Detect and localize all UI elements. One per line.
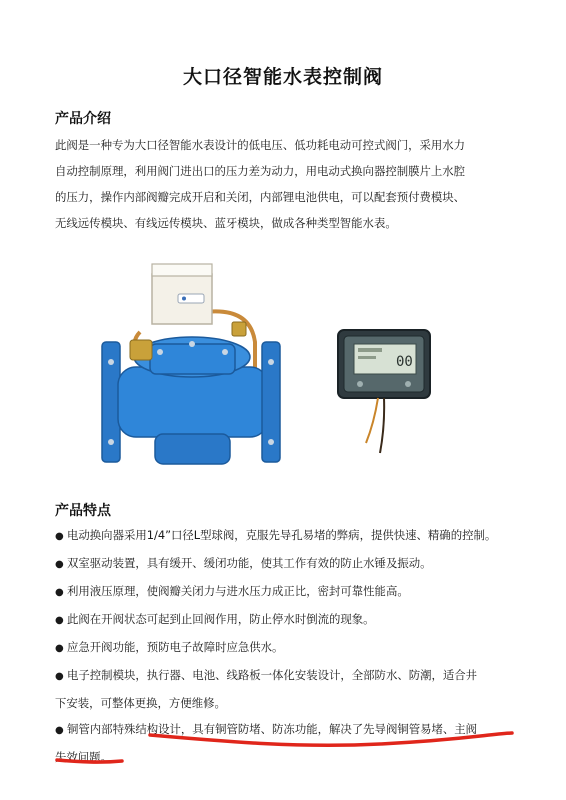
intro-heading: 产品介绍	[55, 111, 111, 127]
feature-item	[55, 606, 525, 634]
feature-text: 此阀在开阀状态可起到止回阀作用，防止停水时倒流的现象。	[67, 612, 375, 626]
feature-text-continued: 下安装，可整体更换，方便维修。	[55, 696, 226, 710]
bullet-icon: ●	[55, 559, 64, 570]
feature-text: 铜管内部特殊结构设计，具有铜管防堵、防冻功能，解决了先导阀铜管易堵、主阀	[67, 722, 478, 736]
bullet-icon: ●	[55, 725, 64, 736]
features-list	[55, 522, 525, 770]
feature-text-continued: 失效问题。	[55, 750, 112, 764]
intro-line: 的压力，操作内部阀瓣完成开启和关闭，内部锂电池供电，可以配套预付费模块、	[55, 190, 466, 204]
feature-item	[55, 634, 525, 662]
feature-text: 电动换向器采用1/4”口径L型球阀，克服先导孔易堵的弊病，提供快速、精确的控制。	[67, 528, 497, 542]
intro-paragraph	[55, 132, 525, 236]
intro-line: 无线远传模块、有线远传模块、蓝牙模块，做成各种类型智能水表。	[55, 216, 397, 230]
bullet-icon: ●	[55, 615, 64, 626]
bullet-icon: ●	[55, 643, 64, 654]
feature-text: 利用液压原理，使阀瓣关闭力与进水压力成正比，密封可靠性能高。	[67, 584, 409, 598]
feature-text: 双室驱动装置，具有缓开、缓闭功能，使其工作有效的防止水锤及振动。	[67, 556, 432, 570]
bullet-icon: ●	[55, 531, 64, 542]
feature-item	[55, 522, 525, 550]
feature-item	[55, 662, 525, 716]
feature-item	[55, 578, 525, 606]
page-title: 大口径智能水表控制阀	[182, 66, 383, 88]
features-heading: 产品特点	[55, 503, 111, 519]
intro-line: 此阀是一种专为大口径智能水表设计的低电压、低功耗电动可控式阀门，采用水力	[55, 138, 466, 152]
bullet-icon: ●	[55, 587, 64, 598]
bullet-icon: ●	[55, 671, 64, 682]
valve-product-image	[100, 262, 285, 472]
controller-product-image	[330, 318, 435, 458]
feature-text: 应急开阀功能，预防电子故障时应急供水。	[67, 640, 284, 654]
feature-item	[55, 550, 525, 578]
lcd-reading: 00	[396, 354, 413, 370]
bonnet-cover	[150, 344, 235, 374]
feature-item	[55, 716, 525, 770]
intro-line: 自动控制原理，利用阀门进出口的压力差为动力，用电动式换向器控制膜片上水腔	[55, 164, 466, 178]
feature-text: 电子控制模块，执行器、电池、线路板一体化安装设计，全部防水、防潮，适合井	[67, 668, 478, 682]
